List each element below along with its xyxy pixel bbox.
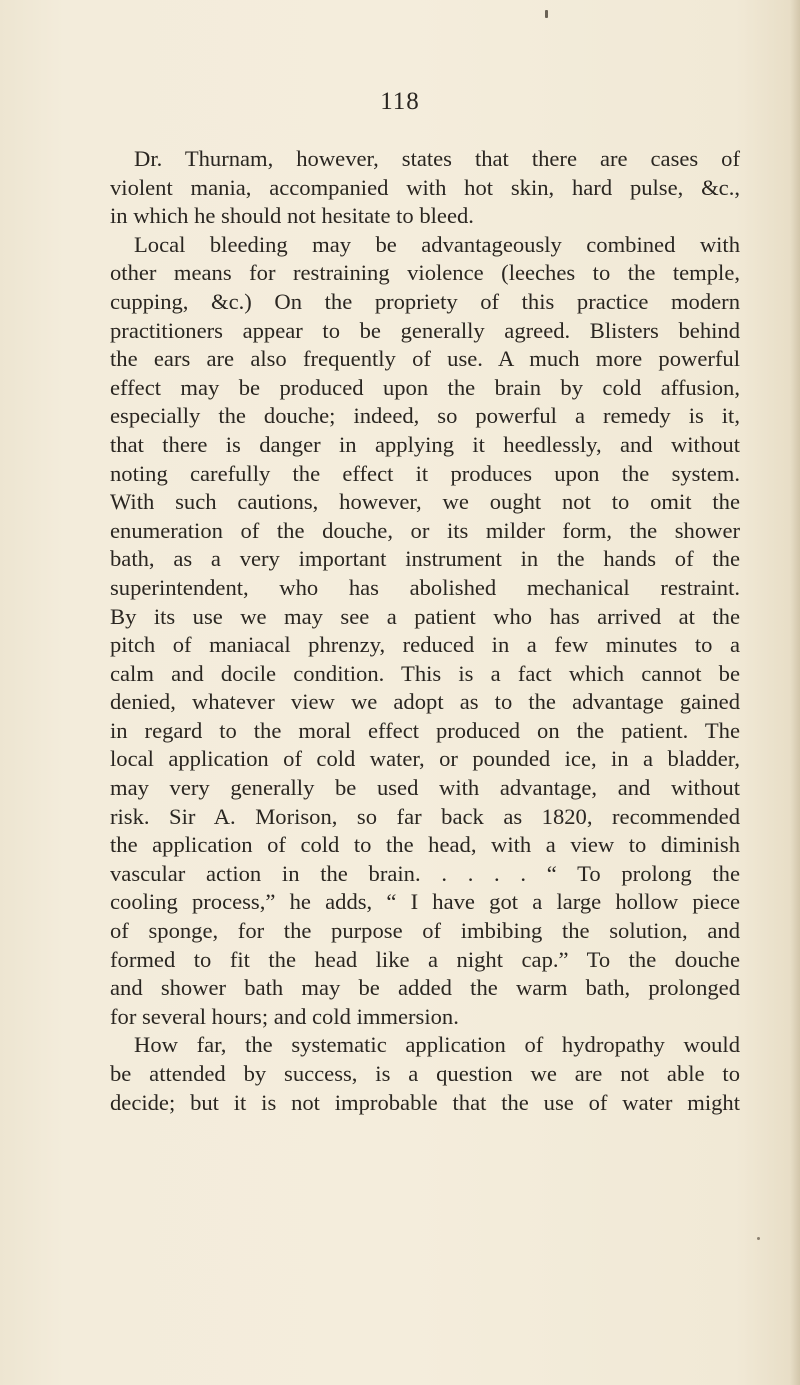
text-line: the application of cold to the head, with a view to diminish xyxy=(110,832,740,858)
text-line: local application of cold water, or pounded ice, in a bladder, xyxy=(110,746,740,772)
text-line: violent mania, accompanied with hot skin, hard pulse, &c., xyxy=(110,174,740,200)
text-line: vascular action in the brain. . . . . “ To prolong the xyxy=(110,860,740,886)
text-line: be attended by success, is a question we are not able to xyxy=(110,1061,740,1086)
text-line: may very generally be used with advantage, and without xyxy=(110,775,740,801)
text-line: other means for restraining violence (leeches to the temple, xyxy=(110,260,740,286)
text-line: and shower bath may be added the warm bath, prolonged xyxy=(110,975,740,1001)
text-line: cupping, &c.) On the propriety of this practice modern xyxy=(110,288,740,314)
text-line: pitch of maniacal phrenzy, reduced in a few minutes to a xyxy=(110,632,740,658)
text-line: Local bleeding may be advantageously combined with xyxy=(134,231,740,257)
text-line: Dr. Thurnam, however, states that there are cases of xyxy=(134,146,740,171)
text-line: practitioners appear to be generally agreed. Blisters behind xyxy=(110,317,740,343)
text-line: cooling process,” he adds, “ I have got a large hollow piece xyxy=(110,889,740,915)
text-line: calm and docile condition. This is a fact which cannot be xyxy=(110,660,740,686)
text-line: the ears are also frequently of use. A much more powerful xyxy=(110,346,740,372)
text-line: enumeration of the douche, or its milder form, the shower xyxy=(110,517,740,543)
body-text xyxy=(110,145,740,1117)
text-line: of sponge, for the purpose of imbibing the solution, and xyxy=(110,918,740,944)
text-line: How far, the systematic application of hydropathy would xyxy=(134,1032,740,1058)
page-number: 118 xyxy=(380,88,420,115)
text-line: in regard to the moral effect produced on the patient. The xyxy=(110,717,740,743)
text-line: With such cautions, however, we ought not to omit the xyxy=(110,489,740,515)
ink-speck xyxy=(757,1237,760,1240)
text-line: decide; but it is not improbable that the use of water might xyxy=(110,1089,740,1115)
text-line: risk. Sir A. Morison, so far back as 1820, recommended xyxy=(110,803,740,829)
text-line: that there is danger in applying it heedlessly, and without xyxy=(110,431,740,457)
text-line: effect may be produced upon the brain by cold affusion, xyxy=(110,374,740,400)
page-edge-shadow xyxy=(790,0,800,1385)
text-line: superintendent, who has abolished mechanical restraint. xyxy=(110,574,740,600)
text-line: By its use we may see a patient who has arrived at the xyxy=(110,603,740,629)
text-line: denied, whatever view we adopt as to the advantage gained xyxy=(110,689,740,715)
text-line: for several hours; and cold immersion. xyxy=(110,1003,459,1029)
text-line: in which he should not hesitate to bleed. xyxy=(110,203,474,229)
text-line: noting carefully the effect it produces upon the system. xyxy=(110,460,740,486)
text-line: bath, as a very important instrument in the hands of the xyxy=(110,546,740,572)
text-line: formed to fit the head like a night cap.” To the douche xyxy=(110,946,740,972)
ink-speck xyxy=(545,10,548,18)
text-line: especially the douche; indeed, so powerful a remedy is it, xyxy=(110,403,740,429)
